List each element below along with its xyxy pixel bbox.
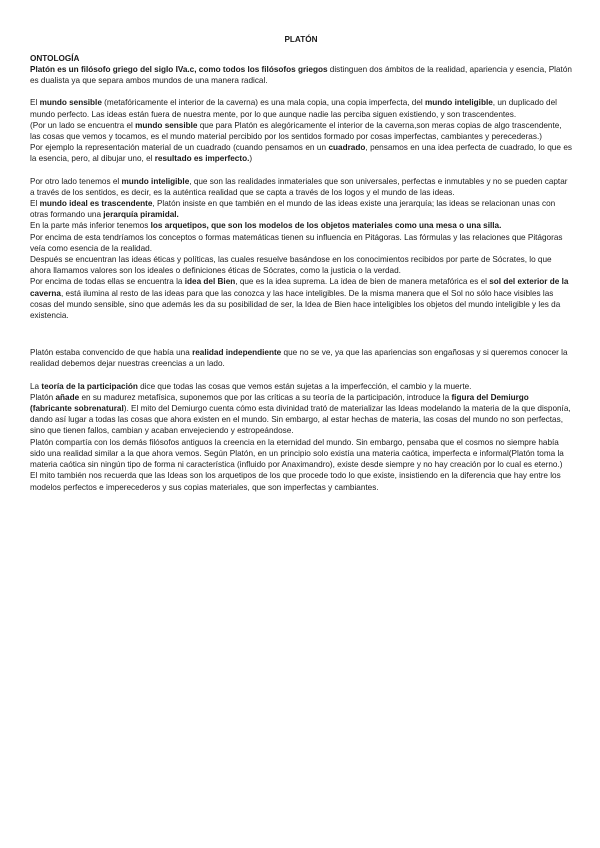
section-heading: ONTOLOGÍA (30, 54, 80, 63)
paragraph-cuadrado: Por ejemplo la representación material de un cuadrado (cuando pensamos en un cuadrado, pensamos en una idea perfecta de cuadrado, lo que es la esencia, pero, al dibujar uno, el resultado es imperfecto.) (30, 143, 572, 164)
paragraph-demiurgo: Platón añade en su madurez metafísica, suponemos que por las críticas a su teoría de la participación, introduce la figura del Demiurgo (fabricante sobrenatural). El mito del Demiurgo cuenta cómo esta divinidad trató de materializar las Ideas modelando la materia de la que disponía, dando así lugar a todas las cosas que ahora existen en el mundo. Sin embargo, al estar hechas de materia, las cosas del mundo no son perfectas, sino que tienen fallos, cambian y acaban envejeciendo y estropeándose. (30, 392, 571, 436)
paragraph-intro: Platón es un filósofo griego del siglo IVa.c, como todos los filósofos griegos distinguen dos ámbitos de la realidad, apariencia y esencia, Platón es dualista ya que separa ambos mundos de una manera radical. (30, 65, 572, 86)
paragraph-mito: El mito también nos recuerda que las Ideas son los arquetipos de los que procede todo lo que existe, insistiendo en la diferencia que hay entre los modelos perfectos e imperecederos y sus copias materiales, que son imperfectas y cambiantes. (30, 471, 561, 492)
paragraph-eternidad: Platón compartía con los demás filósofos antiguos la creencia en la eternidad del mundo. Sin embargo, pensaba que el cosmos no siempre había sido una realidad similar a la que ahora vemos. Según Platón, en un principio solo existía una materia caótica, imperfecta e informal(Platón toma la materia caótica sin ningún tipo de forma ni característica (influido por Anaximandro), existe desde siempre y no hay creación por lo cual es eterno.) (30, 437, 564, 470)
paragraph-jerarquia: El mundo ideal es trascendente, Platón insiste en que también en el mundo de las ideas existe una jerarquía; las ideas se relacionan unas con otras formando una jerarquía piramidal. (30, 199, 556, 220)
paragraph-mundo-sensible: El mundo sensible (metafóricamente el interior de la caverna) es una mala copia, una copia imperfecta, del mundo inteligible, un duplicado del mundo perfecto. Las ideas están fuera de nuestra mente, por lo que aunque nadie las perciba siguen existiendo, y son trascendentes. (30, 98, 557, 119)
paragraph-idea-del-bien: Por encima de todas ellas se encuentra la idea del Bien, que es la idea suprema. La idea de bien de manera metafórica es el sol del exterior de la caverna, está ilumina al resto de las ideas para que las conozca y las hace inteligibles. De la misma manera que el Sol no sólo hace visibles las cosas del mundo sensible, sino que además les da su posibilidad de ser, la Idea de Bien hace inteligibles los objetos del mundo inteligible y les da existencia. (30, 277, 569, 321)
paragraph-ideas-eticas: Después se encuentran las ideas éticas y políticas, las cuales resuelve basándose en los conocimientos recibidos por parte de Sócrates, lo que ahora llamamos valores son los ideales o definiciones éticas de Sócrates, como la justicia o la verdad. (30, 255, 552, 276)
paragraph-mundo-inteligible: Por otro lado tenemos el mundo inteligible, que son las realidades inmateriales que son universales, perfectas e inmutables y no se pueden captar a través de los sentidos, es decir, es la auténtica realidad que se capta a través de los logos y el mundo de las ideas. (30, 176, 568, 197)
page-title: PLATÓN (284, 35, 318, 44)
paragraph-matematicas: Por encima de esta tendríamos los conceptos o formas matemáticas tienen su influencia en Pitágoras. Las fórmulas y las relaciones que Pitágoras veía como esencia de la realidad. (30, 232, 563, 253)
paragraph-realidad-independiente: Platón estaba convencido de que había una realidad independiente que no se ve, ya que las apariencias son engañosas y si queremos conocer la realidad debemos dejar nuestras creencias a un lado. (30, 348, 568, 369)
paragraph-teoria-participacion: La teoría de la participación dice que todas las cosas que vemos están sujetas a la imperfección, el cambio y la muerte. (30, 381, 472, 391)
paragraph-caverna: (Por un lado se encuentra el mundo sensible que para Platón es alegóricamente el interior de la caverna,son meras copias de algo trascendente, las cosas que vemos y tocamos, es el mundo material percibido por los sentidos formado por cosas imperfectas, cambiantes y perecederas.) (30, 120, 562, 142)
paragraph-arquetipos: En la parte más inferior tenemos los arquetipos, que son los modelos de los objetos materiales como una mesa o una silla. (30, 221, 502, 231)
